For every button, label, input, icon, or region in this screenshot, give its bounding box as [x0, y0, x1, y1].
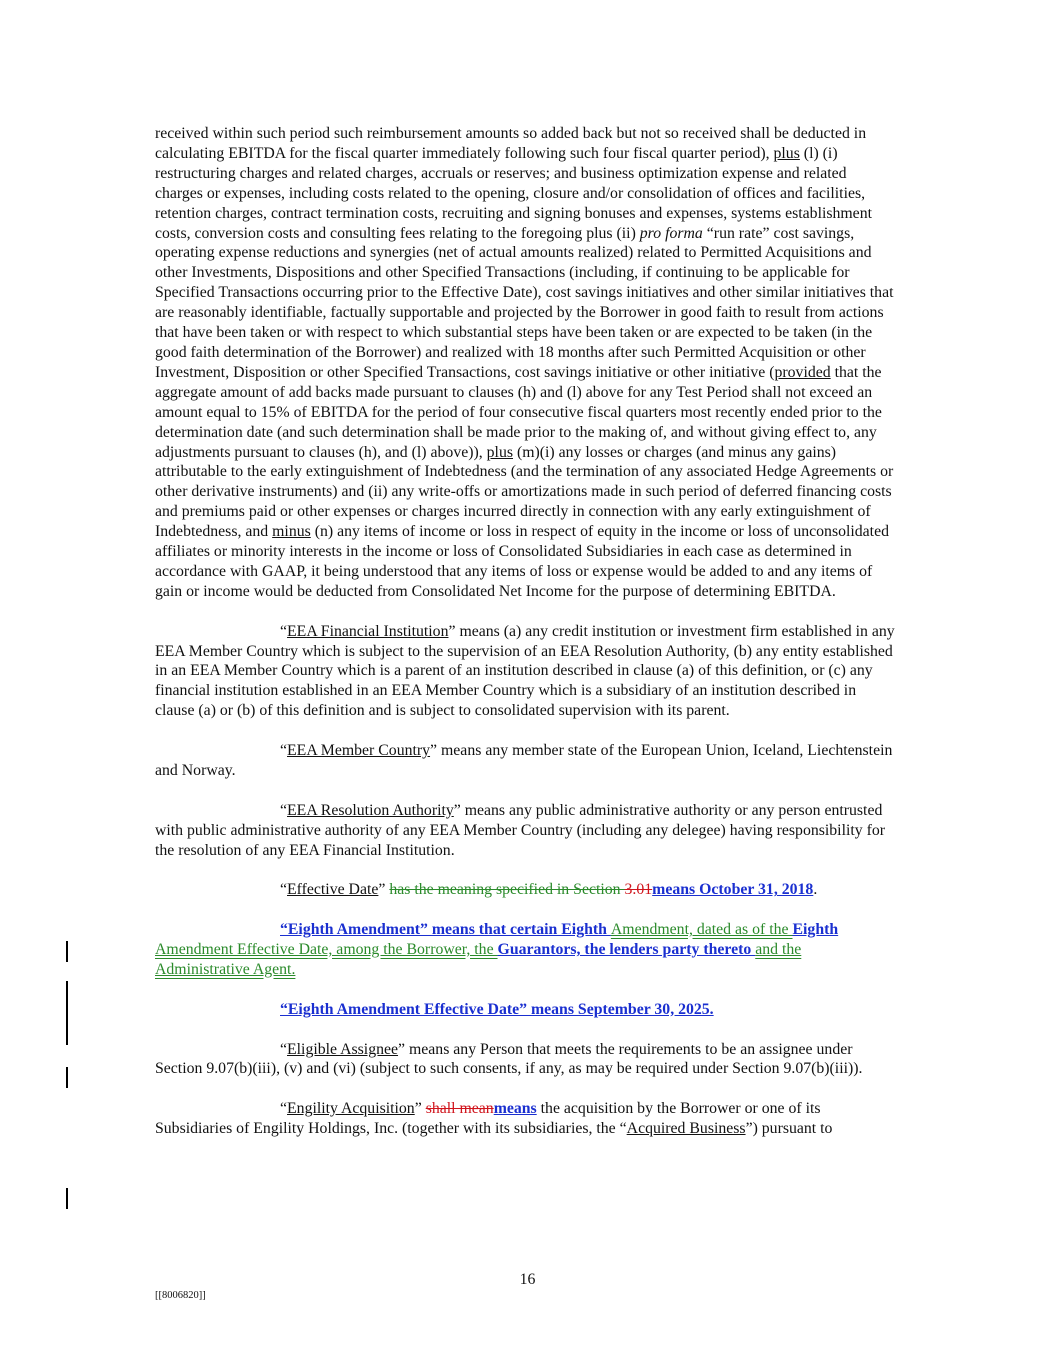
- minus-term: minus: [272, 523, 311, 541]
- definition-effective-date: [155, 880, 897, 900]
- defined-term: Acquired Business: [626, 1120, 746, 1138]
- definition-eea-financial-institution: [155, 622, 897, 722]
- change-bar-eighth-amendment-effective-date: [66, 1067, 68, 1088]
- inserted-text: means October 31, 2018: [652, 881, 814, 899]
- quote-mark: “: [280, 881, 288, 899]
- deleted-text: 3.01: [624, 881, 653, 899]
- text-run: received within such period such reimbursement amounts so added back but not so received shall be deducted in calculating EBITDA for the fiscal quarter immediately following such four fiscal quarter period),: [155, 125, 867, 162]
- quote-mark: “: [280, 801, 288, 819]
- text-run: .: [813, 881, 818, 899]
- page-number: 16: [519, 1271, 536, 1288]
- moved-text: Amendment, dated as of the: [610, 921, 793, 939]
- quote-mark: “: [280, 1040, 288, 1058]
- defined-term: EEA Resolution Authority: [287, 801, 454, 819]
- document-body: [155, 124, 897, 1139]
- definition-text: the acquisition by the Borrower or one of its Subsidiaries of Engility Holdings, Inc. (together with its subsidiaries, the “: [155, 1100, 821, 1138]
- defined-term: Effective Date: [287, 881, 379, 899]
- moved-text: Amendment Effective Date, among the Borrower, the: [155, 941, 498, 959]
- change-bar-eighth-amendment: [66, 981, 68, 1045]
- definition-eea-resolution-authority: [155, 801, 897, 861]
- deleted-text: shall mean: [425, 1100, 494, 1118]
- defined-term: EEA Financial Institution: [287, 622, 449, 640]
- quote-mark: ”: [414, 1100, 426, 1118]
- definition-eligible-assignee: [155, 1040, 897, 1080]
- definition-eighth-amendment: [155, 920, 897, 980]
- defined-term: EEA Member Country: [287, 742, 431, 760]
- definition-text: ” means any member state of the European Union, Iceland, Liechtenstein and Norway.: [155, 742, 893, 779]
- text-run: (l) (i) restructuring charges and related charges, accruals or reserves; and business optimization expense and related charges or expenses, including costs related to the opening, closure and/or consolidation of offices and facilities, retention charges, contract termination costs, recruiting and signing bonuses and expenses, systems establishment costs, conversion costs and consulting fees relating to the foregoing plus (ii): [155, 144, 872, 242]
- ebitda-continuation-paragraph: [155, 124, 897, 602]
- provided-term: provided: [774, 363, 831, 381]
- inserted-text: “Eighth Amendment” means that certain Eighth: [280, 921, 611, 939]
- change-bar-effective-date: [66, 941, 68, 962]
- document-id: [[8006820]]: [155, 1290, 206, 1301]
- inserted-text: “Eighth Amendment Effective Date” means September 30, 2025.: [280, 1000, 714, 1018]
- definition-text: ” means any Person that meets the requirements to be an assignee under Section 9.07(b)(iii), (v) and (vi) (subject to such consents, if any, as may be required under Section 9.07(b)(iii)).: [155, 1040, 863, 1078]
- text-run: (m)(i) any losses or charges (and minus any gains) attributable to the early extinguishment of Indebtedness (and the termination of any associated Hedge Agreements or other derivative instruments) and (ii) any write-offs or amortizations made in such period of deferred financing costs and premiums paid or other expenses or charges incurred directly in connection with any early extinguishment of Indebtedness, and: [155, 443, 894, 541]
- moved-text: and the Administrative Agent.: [155, 941, 802, 978]
- text-run: (n) any items of income or loss in respect of equity in the income or loss of unconsolidated affiliates or minority interests in the income or loss of Consolidated Subsidiaries in each case as determined in accordance with GAAP, it being understood that any items of loss or expense would be added to and any items of gain or income would be deducted from Consolidated Net Income for the purpose of determining EBITDA.: [155, 523, 889, 600]
- pro-forma-term: pro forma: [639, 224, 703, 242]
- defined-term: Engility Acquisition: [287, 1100, 415, 1118]
- quote-mark: “: [280, 622, 288, 640]
- definition-eighth-amendment-effective-date: [155, 1000, 897, 1020]
- definition-eea-member-country: [155, 741, 897, 781]
- quote-mark: “: [280, 742, 288, 760]
- inserted-text: Guarantors, the lenders party thereto: [497, 941, 756, 959]
- deleted-text: has the meaning specified in Section: [389, 881, 625, 899]
- quote-mark: ”: [378, 881, 390, 899]
- definition-engility-acquisition: [155, 1099, 897, 1139]
- text-run: “run rate” cost savings, operating expense reductions and synergies (net of actual amounts realized) related to Permitted Acquisitions and other Investments, Dispositions and other Specified Transactions (including, if continuing to be applicable for Specified Transactions occurring prior to the Effective Date), cost savings initiatives and other similar initiatives that are reasonably identifiable, factually supportable and projected by the Borrower in good faith to result from actions that have been taken or with respect to which substantial steps have been taken or are expected to be taken (in the good faith determination of the Borrower) and realized with 18 months after such Permitted Acquisition or other Investment, Disposition or other Specified Transactions, cost savings initiative or other initiative (: [155, 224, 894, 381]
- plus-term: plus: [773, 144, 800, 162]
- plus-term: plus: [486, 443, 513, 461]
- definition-text: ” means any public administrative authority or any person entrusted with public administrative authority of any EEA Member Country (including any delegee) having responsibility for the resolution of any EEA Financial Institution.: [155, 801, 886, 859]
- defined-term: Eligible Assignee: [287, 1040, 399, 1058]
- text-run: that the aggregate amount of add backs made pursuant to clauses (h) and (l) above for any Test Period shall not exceed an amount equal to 15% of EBITDA for the period of four consecutive fiscal quarters most recently ended prior to the determination date (and such determination shall be made prior to the making of, and without giving effect to, any adjustments pursuant to clauses (h), and (l) above)),: [155, 363, 882, 461]
- change-bar-engility: [66, 1188, 68, 1209]
- inserted-text: Eighth: [792, 921, 839, 939]
- quote-mark: “: [280, 1100, 288, 1118]
- inserted-text: means: [493, 1100, 537, 1118]
- definition-text: ”) pursuant to: [745, 1120, 833, 1138]
- definition-text: ” means (a) any credit institution or investment firm established in any EEA Member Country which is subject to the supervision of an EEA Resolution Authority, (b) any entity established in an EEA Member Country which is a parent of an institution described in clause (a) of this definition, or (c) any financial institution established in an EEA Member Country which is a subsidiary of an institution described in clause (a) or (b) of this definition and is subject to consolidated supervision with its parent.: [155, 622, 895, 720]
